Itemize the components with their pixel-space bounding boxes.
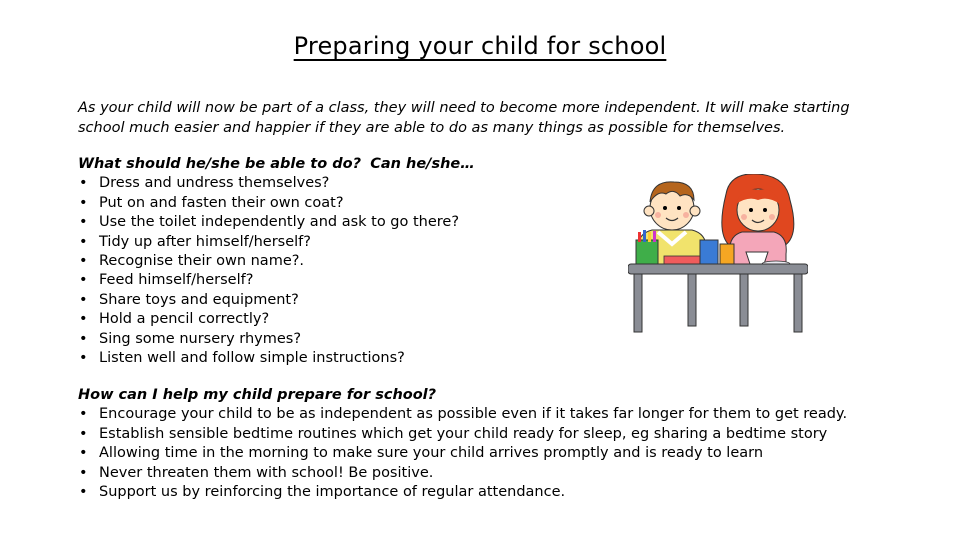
help-heading: How can I help my child prepare for school?: [78, 387, 437, 403]
list-item: • Share toys and equipment?: [78, 291, 638, 310]
list-item: • Tidy up after himself/herself?: [78, 233, 638, 252]
list-item: • Put on and fasten their own coat?: [78, 194, 638, 213]
children-at-table-icon: [628, 174, 808, 334]
help-list: [78, 405, 868, 502]
list-item: • Use the toilet independently and ask to go there?: [78, 213, 638, 232]
list-item: • Establish sensible bedtime routines which get your child ready for sleep, eg sharing a bedtime story: [78, 425, 868, 444]
list-item: • Never threaten them with school! Be positive.: [78, 464, 868, 483]
intro-paragraph: As your child will now be part of a class, they will need to become more independent. It will make starting school much easier and happier if they are able to do as many things as possible for themselves.: [78, 100, 850, 136]
list-item: • Feed himself/herself?: [78, 271, 638, 290]
list-item: • Recognise their own name?.: [78, 252, 638, 271]
help-section: [78, 386, 868, 502]
abilities-list: [78, 174, 638, 368]
abilities-heading: What should he/she be able to do?: [78, 156, 361, 172]
list-item: • Support us by reinforcing the importance of regular attendance.: [78, 483, 868, 502]
list-item: • Dress and undress themselves?: [78, 174, 638, 193]
list-item: • Listen well and follow simple instructions?: [78, 349, 638, 368]
abilities-heading-line: [78, 155, 638, 174]
list-item: • Allowing time in the morning to make sure your child arrives promptly and is ready to learn: [78, 444, 868, 463]
list-item: • Hold a pencil correctly?: [78, 310, 638, 329]
list-item: • Sing some nursery rhymes?: [78, 330, 638, 349]
list-item: • Encourage your child to be as independent as possible even if it takes far longer for them to get ready.: [78, 405, 868, 424]
abilities-section: [78, 155, 638, 368]
abilities-heading-suffix: Can he/she…: [370, 156, 475, 172]
table: [628, 264, 808, 332]
page-title: Preparing your child for school: [293, 32, 667, 60]
